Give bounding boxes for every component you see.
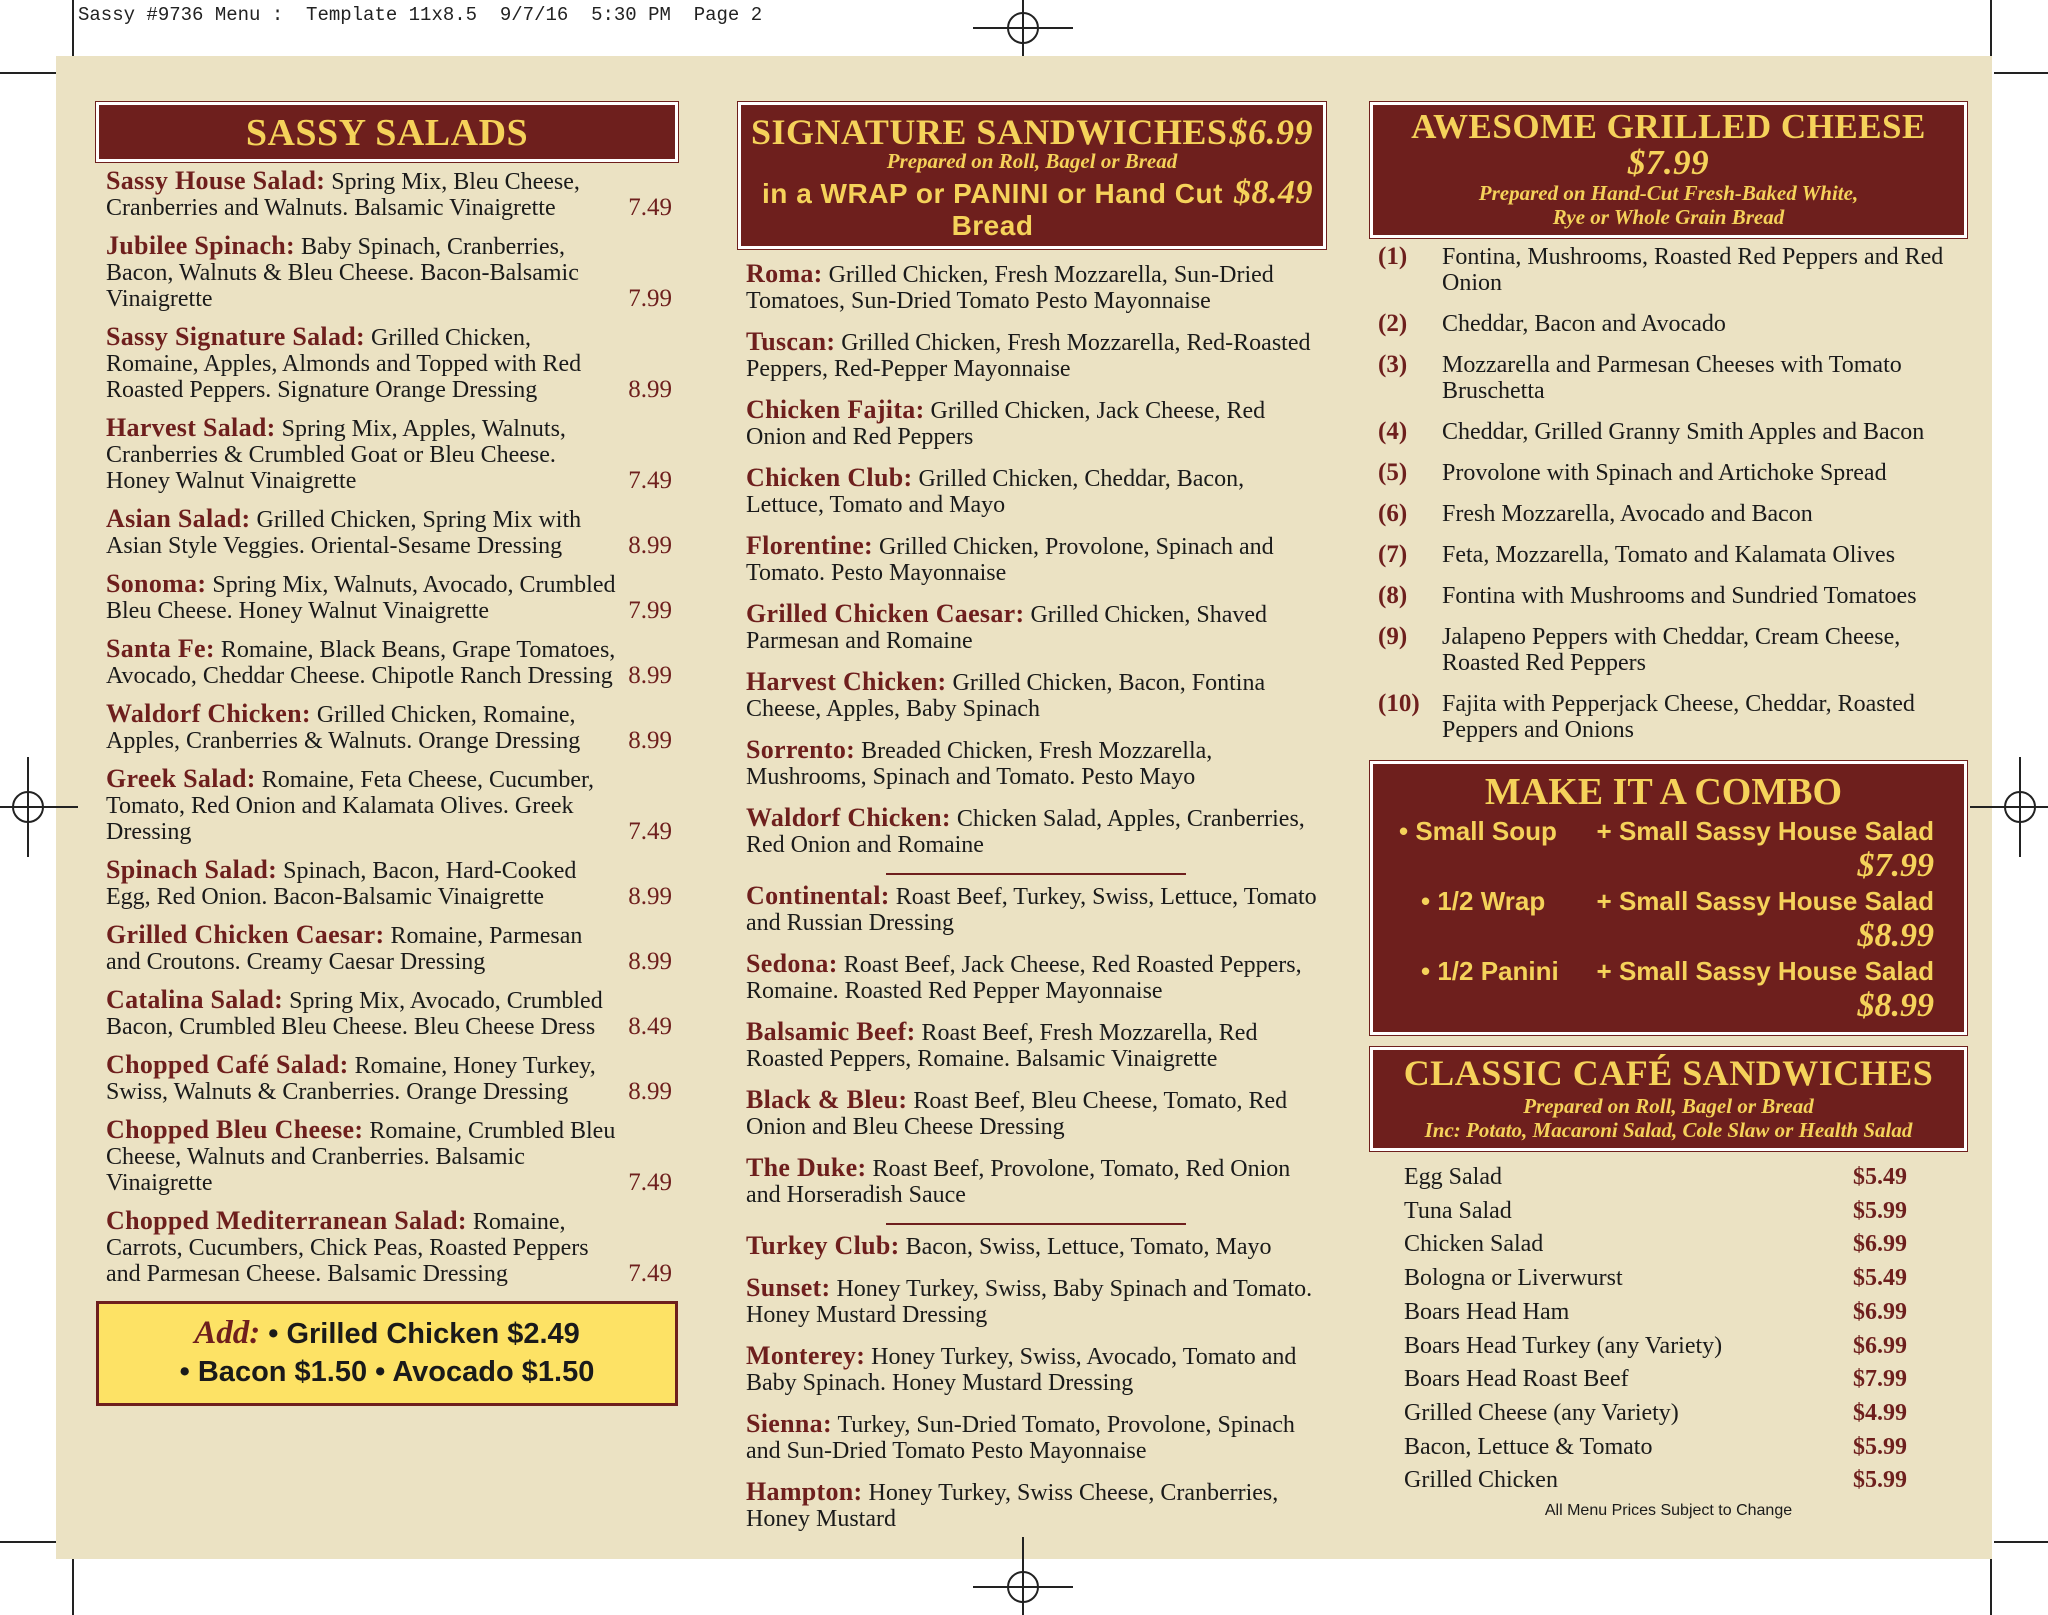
grilled-cheese-text: Fontina with Mushrooms and Sundried Tomatoes: [1442, 583, 1917, 609]
combo-addition: + Small Sassy House Salad: [1596, 816, 1934, 846]
grilled-cheese-item: [1378, 691, 1955, 743]
salad-item: [106, 1052, 672, 1105]
grilled-cheese-number: (1): [1378, 243, 1408, 270]
salad-item: [106, 701, 672, 754]
salad-item: [106, 233, 672, 312]
classic-price: $5.99: [1853, 1197, 1907, 1224]
grilled-cheese-item: [1378, 352, 1955, 404]
combo-title: MAKE IT A COMBO: [1484, 771, 1843, 813]
classic-price: $6.99: [1853, 1298, 1907, 1325]
registration-mark-right: [1998, 785, 2042, 829]
salad-text: [106, 987, 620, 1040]
classic-name: Bologna or Liverwurst: [1404, 1265, 1623, 1292]
signature-list: [738, 249, 1326, 1532]
classic-item: [1404, 1431, 1907, 1465]
grilled-cheese-item: [1378, 624, 1955, 676]
salad-text: [106, 168, 620, 221]
signature-banner: [738, 102, 1326, 249]
sandwich-desc: Roast Beef, Fresh Mozzarella, Red Roasted Peppers, Romaine. Balsamic Vinaigrette: [746, 1020, 1258, 1072]
classic-price: $6.99: [1853, 1231, 1907, 1258]
classic-item: [1404, 1161, 1907, 1195]
signature-wrap-line: in a WRAP or PANINI or Hand Cut Bread: [762, 178, 1223, 241]
salad-name: Sonoma:: [106, 569, 207, 598]
salad-row: [106, 922, 672, 975]
salad-name: Chopped Bleu Cheese:: [106, 1115, 364, 1144]
sandwich-name: Harvest Chicken:: [746, 667, 947, 696]
salad-desc: Romaine, Honey Turkey, Swiss, Walnuts & Cranberries. Orange Dressing: [106, 1053, 596, 1105]
salad-text: [106, 922, 620, 975]
classic-sub-2: Inc: Potato, Macaroni Salad, Cole Slaw or Health Salad: [1424, 1118, 1913, 1142]
sandwich-name: Waldorf Chicken:: [746, 803, 951, 832]
classic-price: $5.49: [1853, 1164, 1907, 1190]
add-label: Add:: [194, 1315, 261, 1351]
salad-desc: Baby Spinach, Cranberries, Bacon, Walnuts & Bleu Cheese. Bacon-Balsamic Vinaigrette: [106, 234, 579, 312]
salad-row: [106, 1052, 672, 1105]
salad-price: 7.49: [628, 1169, 672, 1196]
salad-name: Harvest Salad:: [106, 413, 276, 442]
sandwich-item: [746, 737, 1326, 790]
crop-mark: [1994, 1541, 2048, 1543]
salad-price: 7.99: [628, 285, 672, 312]
sandwich-desc: Grilled Chicken, Cheddar, Bacon, Lettuce, Tomato and Mayo: [746, 466, 1245, 518]
grilled-cheese-text: Feta, Mozzarella, Tomato and Kalamata Olives: [1442, 542, 1896, 568]
salad-name: Chopped Café Salad:: [106, 1050, 349, 1079]
classic-name: Boars Head Turkey (any Variety): [1404, 1332, 1723, 1359]
sandwich-item: [746, 465, 1326, 518]
grilled-cheese-sub-2: Rye or Whole Grain Bread: [1552, 205, 1785, 229]
beef-sandwich-list: [746, 883, 1326, 1208]
classic-item: [1404, 1262, 1907, 1296]
salad-price: 8.99: [628, 1078, 672, 1105]
classic-item: [1404, 1397, 1907, 1431]
classic-name: Boars Head Roast Beef: [1404, 1366, 1629, 1393]
sandwich-desc: Bacon, Swiss, Lettuce, Tomato, Mayo: [899, 1234, 1272, 1260]
salad-price: 7.99: [628, 597, 672, 624]
add-line-2: • Bacon $1.50 • Avocado $1.50: [179, 1356, 595, 1388]
signature-price: $6.99: [1229, 112, 1313, 152]
salad-row: [106, 857, 672, 910]
classic-name: Tuna Salad: [1404, 1197, 1512, 1224]
classic-item: [1404, 1228, 1907, 1262]
combo-line: [1393, 954, 1934, 988]
salad-price: 8.99: [628, 727, 672, 754]
salads-column: [96, 102, 678, 1406]
salads-title: SASSY SALADS: [245, 112, 529, 154]
classic-name: Grilled Chicken: [1404, 1467, 1558, 1494]
salad-price: 8.99: [628, 532, 672, 559]
grilled-cheese-list: [1370, 238, 1967, 743]
sandwich-item: [746, 1019, 1326, 1072]
classic-price: $4.99: [1853, 1399, 1907, 1426]
sandwich-item: [746, 951, 1326, 1004]
salad-item: [106, 1208, 672, 1287]
grilled-cheese-item: [1378, 311, 1955, 337]
sandwich-desc: Roast Beef, Bleu Cheese, Tomato, Red Onion and Bleu Cheese Dressing: [746, 1088, 1288, 1140]
salad-desc: Spring Mix, Bleu Cheese, Cranberries and Walnuts. Balsamic Vinaigrette: [106, 169, 580, 221]
section-divider: [886, 1223, 1186, 1225]
salad-text: [106, 766, 620, 845]
salad-row: [106, 233, 672, 312]
add-ons-box: [96, 1301, 678, 1406]
salad-desc: Romaine, Crumbled Bleu Cheese, Walnuts and Cranberries. Balsamic Vinaigrette: [106, 1118, 616, 1196]
salad-item: [106, 324, 672, 403]
grilled-cheese-item: [1378, 501, 1955, 527]
grilled-cheese-number: (3): [1378, 351, 1408, 378]
menu-sheet: [56, 56, 1992, 1559]
grilled-cheese-banner: [1370, 102, 1967, 238]
salad-text: [106, 571, 620, 624]
grilled-cheese-number: (10): [1378, 690, 1420, 717]
grilled-cheese-text: Fresh Mozzarella, Avocado and Bacon: [1442, 501, 1813, 527]
classic-name: Chicken Salad: [1404, 1231, 1544, 1258]
grilled-cheese-number: (6): [1378, 500, 1408, 527]
salad-text: [106, 415, 620, 494]
salad-price: 8.99: [628, 662, 672, 689]
registration-mark-top: [1001, 6, 1045, 50]
salad-name: Chopped Mediterranean Salad:: [106, 1206, 467, 1235]
classic-sub-1: Prepared on Roll, Bagel or Bread: [1523, 1094, 1814, 1118]
grilled-cheese-title: AWESOME GRILLED CHEESE: [1411, 107, 1926, 146]
sandwich-desc: Honey Turkey, Swiss, Baby Spinach and Tomato. Honey Mustard Dressing: [746, 1276, 1313, 1328]
salad-row: [106, 506, 672, 559]
combo-line: [1393, 814, 1934, 848]
classic-name: Egg Salad: [1404, 1164, 1502, 1190]
grilled-cheese-number: (4): [1378, 418, 1408, 445]
sandwich-desc: Breaded Chicken, Fresh Mozzarella, Mushrooms, Spinach and Tomato. Pesto Mayo: [746, 738, 1213, 790]
combo-box: [1370, 761, 1967, 1035]
salad-price: 7.49: [628, 1260, 672, 1287]
salad-row: [106, 701, 672, 754]
sandwich-item: [746, 1411, 1326, 1464]
salad-desc: Grilled Chicken, Spring Mix with Asian Style Veggies. Oriental-Sesame Dressing: [106, 507, 582, 559]
grilled-cheese-text: Provolone with Spinach and Artichoke Spread: [1442, 460, 1887, 486]
sandwich-name: Chicken Club:: [746, 463, 913, 492]
grilled-cheese-item: [1378, 419, 1955, 445]
sandwich-name: Sorrento:: [746, 735, 856, 764]
salad-item: [106, 766, 672, 845]
salad-desc: Grilled Chicken, Romaine, Apples, Almonds and Topped with Red Roasted Peppers. Signature Orange Dressing: [106, 325, 582, 403]
salad-text: [106, 233, 620, 312]
sandwich-name: Grilled Chicken Caesar:: [746, 599, 1025, 628]
crop-mark: [72, 0, 74, 56]
print-slug: Sassy #9736 Menu : Template 11x8.5 9/7/16 5:30 PM Page 2: [78, 4, 763, 26]
combo-line: [1393, 884, 1934, 918]
grilled-cheese-number: (9): [1378, 623, 1408, 650]
sandwich-desc: Grilled Chicken, Jack Cheese, Red Onion and Red Peppers: [746, 398, 1266, 450]
salad-item: [106, 415, 672, 494]
salad-name: Greek Salad:: [106, 764, 256, 793]
salad-row: [106, 168, 672, 221]
classic-item: [1404, 1363, 1907, 1397]
signature-sub: Prepared on Roll, Bagel or Bread: [886, 149, 1178, 173]
salad-text: [106, 506, 620, 559]
salad-row: [106, 1117, 672, 1196]
sandwich-desc: Grilled Chicken, Fresh Mozzarella, Red-Roasted Peppers, Red-Pepper Mayonnaise: [746, 330, 1311, 382]
salad-desc: Romaine, Black Beans, Grape Tomatoes, Avocado, Cheddar Cheese. Chipotle Ranch Dressing: [106, 637, 616, 689]
sandwich-name: Sedona:: [746, 949, 838, 978]
classic-price: $5.99: [1853, 1433, 1907, 1460]
salad-text: [106, 857, 620, 910]
crop-mark: [0, 1541, 56, 1543]
combo-price: $8.99: [1857, 917, 1934, 954]
salad-price: 7.49: [628, 467, 672, 494]
salad-price: 7.49: [628, 818, 672, 845]
sandwich-item: [746, 397, 1326, 450]
combo-addition: + Small Sassy House Salad: [1596, 956, 1934, 986]
combo-item: • 1/2 Wrap: [1421, 886, 1546, 916]
sandwich-desc: Turkey, Sun-Dried Tomato, Provolone, Spinach and Sun-Dried Tomato Pesto Mayonnaise: [746, 1412, 1295, 1464]
salads-list: [96, 162, 678, 1287]
salad-row: [106, 636, 672, 689]
crop-mark: [1994, 72, 2048, 74]
grilled-cheese-item: [1378, 583, 1955, 609]
registration-mark-left: [6, 785, 50, 829]
sandwich-desc: Honey Turkey, Swiss, Avocado, Tomato and Baby Spinach. Honey Mustard Dressing: [746, 1344, 1297, 1396]
sandwich-item: [746, 1479, 1326, 1532]
grilled-cheese-item: [1378, 542, 1955, 568]
salad-name: Santa Fe:: [106, 634, 215, 663]
sandwich-desc: Roast Beef, Provolone, Tomato, Red Onion and Horseradish Sauce: [746, 1156, 1291, 1208]
combo-list: [1393, 814, 1934, 1024]
add-line-1: • Grilled Chicken $2.49: [260, 1318, 580, 1350]
sandwich-desc: Grilled Chicken, Provolone, Spinach and Tomato. Pesto Mayonnaise: [746, 534, 1274, 586]
combo-item: • 1/2 Panini: [1421, 956, 1559, 986]
salad-row: [106, 766, 672, 845]
sandwich-item: [746, 805, 1326, 858]
combo-item: • Small Soup: [1399, 816, 1557, 846]
sandwich-item: [746, 1155, 1326, 1208]
sandwich-item: [746, 883, 1326, 936]
grilled-cheese-text: Cheddar, Grilled Granny Smith Apples and Bacon: [1442, 419, 1925, 445]
salad-name: Sassy Signature Salad:: [106, 322, 365, 351]
sandwich-name: Chicken Fajita:: [746, 395, 925, 424]
salad-row: [106, 324, 672, 403]
registration-mark-bottom: [1001, 1565, 1045, 1609]
salad-item: [106, 506, 672, 559]
grilled-cheese-text: Mozzarella and Parmesan Cheeses with Tomato Bruschetta: [1442, 352, 1902, 404]
salad-desc: Grilled Chicken, Romaine, Apples, Cranberries & Walnuts. Orange Dressing: [106, 702, 581, 754]
classic-price: $6.99: [1853, 1332, 1907, 1359]
crop-mark: [1990, 0, 1992, 56]
salad-text: [106, 1208, 620, 1287]
salad-desc: Romaine, Feta Cheese, Cucumber, Tomato, Red Onion and Kalamata Olives. Greek Dressing: [106, 767, 595, 845]
price-note: All Menu Prices Subject to Change: [1544, 1502, 1793, 1520]
salad-row: [106, 987, 672, 1040]
classic-title: CLASSIC CAFÉ SANDWICHES: [1403, 1053, 1934, 1093]
salad-text: [106, 1117, 620, 1196]
salad-desc: Romaine, Carrots, Cucumbers, Chick Peas, Roasted Peppers and Parmesan Cheese. Balsamic Dressing: [106, 1209, 589, 1287]
grilled-cheese-number: (7): [1378, 541, 1408, 568]
sandwich-name: Monterey:: [746, 1341, 866, 1370]
salad-item: [106, 636, 672, 689]
salad-item: [106, 987, 672, 1040]
classic-name: Grilled Cheese (any Variety): [1404, 1399, 1679, 1426]
grilled-cheese-text: Jalapeno Peppers with Cheddar, Cream Cheese, Roasted Red Peppers: [1442, 624, 1901, 676]
salad-text: [106, 1052, 620, 1105]
salad-item: [106, 922, 672, 975]
signature-wrap-price: $8.49: [1234, 174, 1313, 211]
salad-price: 8.99: [628, 376, 672, 403]
salad-price: 8.99: [628, 883, 672, 910]
grilled-cheese-sub-1: Prepared on Hand-Cut Fresh-Baked White,: [1478, 181, 1859, 205]
grilled-cheese-text: Fajita with Pepperjack Cheese, Cheddar, Roasted Peppers and Onions: [1442, 691, 1915, 743]
salad-desc: Romaine, Parmesan and Croutons. Creamy Caesar Dressing: [106, 923, 583, 975]
sandwich-item: [746, 1233, 1326, 1260]
sandwich-name: Continental:: [746, 881, 890, 910]
combo-price: $8.99: [1857, 987, 1934, 1024]
right-column: [1370, 102, 1967, 1520]
combo-addition: + Small Sassy House Salad: [1596, 886, 1934, 916]
salads-banner: [96, 102, 678, 162]
sandwich-item: [746, 533, 1326, 586]
signature-title: SIGNATURE SANDWICHES: [751, 112, 1228, 152]
salad-name: Spinach Salad:: [106, 855, 278, 884]
sandwich-desc: Roast Beef, Turkey, Swiss, Lettuce, Tomato and Russian Dressing: [746, 884, 1317, 936]
sandwich-desc: Roast Beef, Jack Cheese, Red Roasted Peppers, Romaine. Roasted Red Pepper Mayonnaise: [746, 952, 1302, 1004]
sandwich-name: Roma:: [746, 259, 823, 288]
sandwich-name: Tuscan:: [746, 327, 836, 356]
salad-item: [106, 1117, 672, 1196]
classic-price: $7.99: [1853, 1366, 1907, 1393]
salad-name: Sassy House Salad:: [106, 166, 326, 195]
sandwich-item: [746, 601, 1326, 654]
classic-list: [1370, 1151, 1967, 1498]
salad-desc: Spinach, Bacon, Hard-Cooked Egg, Red Onion. Bacon-Balsamic Vinaigrette: [106, 858, 577, 910]
grilled-cheese-number: (5): [1378, 459, 1408, 486]
salad-price: 7.49: [628, 194, 672, 221]
sandwich-desc: Chicken Salad, Apples, Cranberries, Red Onion and Romaine: [746, 806, 1305, 858]
sandwich-name: Balsamic Beef:: [746, 1017, 916, 1046]
salad-item: [106, 857, 672, 910]
sandwich-desc: Honey Turkey, Swiss Cheese, Cranberries, Honey Mustard: [746, 1480, 1279, 1532]
classic-item: [1404, 1195, 1907, 1229]
sandwich-name: The Duke:: [746, 1153, 867, 1182]
sandwich-item: [746, 1087, 1326, 1140]
crop-mark: [72, 1559, 74, 1615]
sandwich-name: Sienna:: [746, 1409, 832, 1438]
salad-price: 8.49: [628, 1013, 672, 1040]
sandwich-item: [746, 1275, 1326, 1328]
classic-price: $5.49: [1853, 1265, 1907, 1292]
grilled-cheese-number: (8): [1378, 582, 1408, 609]
sandwich-name: Black & Bleu:: [746, 1085, 908, 1114]
sandwich-item: [746, 1343, 1326, 1396]
salad-text: [106, 636, 620, 689]
sandwich-desc: Grilled Chicken, Bacon, Fontina Cheese, Apples, Baby Spinach: [746, 670, 1266, 722]
signature-column: [738, 102, 1326, 1547]
salad-name: Jubilee Spinach:: [106, 231, 296, 260]
salad-row: [106, 571, 672, 624]
salad-row: [106, 415, 672, 494]
grilled-cheese-number: (2): [1378, 310, 1408, 337]
classic-price: $5.99: [1853, 1467, 1907, 1494]
salad-row: [106, 1208, 672, 1287]
grilled-cheese-text: Cheddar, Bacon and Avocado: [1442, 311, 1726, 337]
crop-mark: [0, 72, 56, 74]
sandwich-item: [746, 261, 1326, 314]
salad-item: [106, 571, 672, 624]
combo-price: $7.99: [1857, 847, 1934, 884]
salad-name: Grilled Chicken Caesar:: [106, 920, 385, 949]
classic-name: Boars Head Ham: [1404, 1298, 1570, 1325]
salad-text: [106, 701, 620, 754]
turkey-sandwich-list: [746, 1233, 1326, 1532]
salad-text: [106, 324, 620, 403]
sandwich-item: [746, 669, 1326, 722]
sandwich-name: Sunset:: [746, 1273, 831, 1302]
salad-desc: Spring Mix, Avocado, Crumbled Bacon, Crumbled Bleu Cheese. Bleu Cheese Dress: [106, 988, 603, 1040]
salad-desc: Spring Mix, Apples, Walnuts, Cranberries & Crumbled Goat or Bleu Cheese. Honey Walnut Vinaigrette: [106, 416, 566, 494]
salad-item: [106, 168, 672, 221]
grilled-cheese-price: $7.99: [1627, 143, 1710, 182]
grilled-cheese-item: [1378, 244, 1955, 296]
section-divider: [886, 873, 1186, 875]
classic-name: Bacon, Lettuce & Tomato: [1404, 1433, 1653, 1460]
sandwich-desc: Grilled Chicken, Shaved Parmesan and Romaine: [746, 602, 1268, 654]
sandwich-item: [746, 329, 1326, 382]
salad-name: Catalina Salad:: [106, 985, 284, 1014]
sandwich-name: Florentine:: [746, 531, 874, 560]
salad-name: Asian Salad:: [106, 504, 251, 533]
sandwich-desc: Grilled Chicken, Fresh Mozzarella, Sun-Dried Tomatoes, Sun-Dried Tomato Pesto Mayonnaise: [746, 262, 1274, 314]
grilled-cheese-item: [1378, 460, 1955, 486]
classic-banner: [1370, 1047, 1967, 1151]
classic-item: [1404, 1296, 1907, 1330]
chicken-sandwich-list: [746, 261, 1326, 858]
classic-item: [1404, 1464, 1907, 1498]
salad-desc: Spring Mix, Walnuts, Avocado, Crumbled Bleu Cheese. Honey Walnut Vinaigrette: [106, 572, 616, 624]
sandwich-name: Hampton:: [746, 1477, 863, 1506]
salad-price: 8.99: [628, 948, 672, 975]
grilled-cheese-text: Fontina, Mushrooms, Roasted Red Peppers and Red Onion: [1442, 244, 1944, 296]
crop-mark: [1990, 1559, 1992, 1615]
salad-name: Waldorf Chicken:: [106, 699, 311, 728]
classic-item: [1404, 1330, 1907, 1364]
sandwich-name: Turkey Club:: [746, 1231, 900, 1260]
